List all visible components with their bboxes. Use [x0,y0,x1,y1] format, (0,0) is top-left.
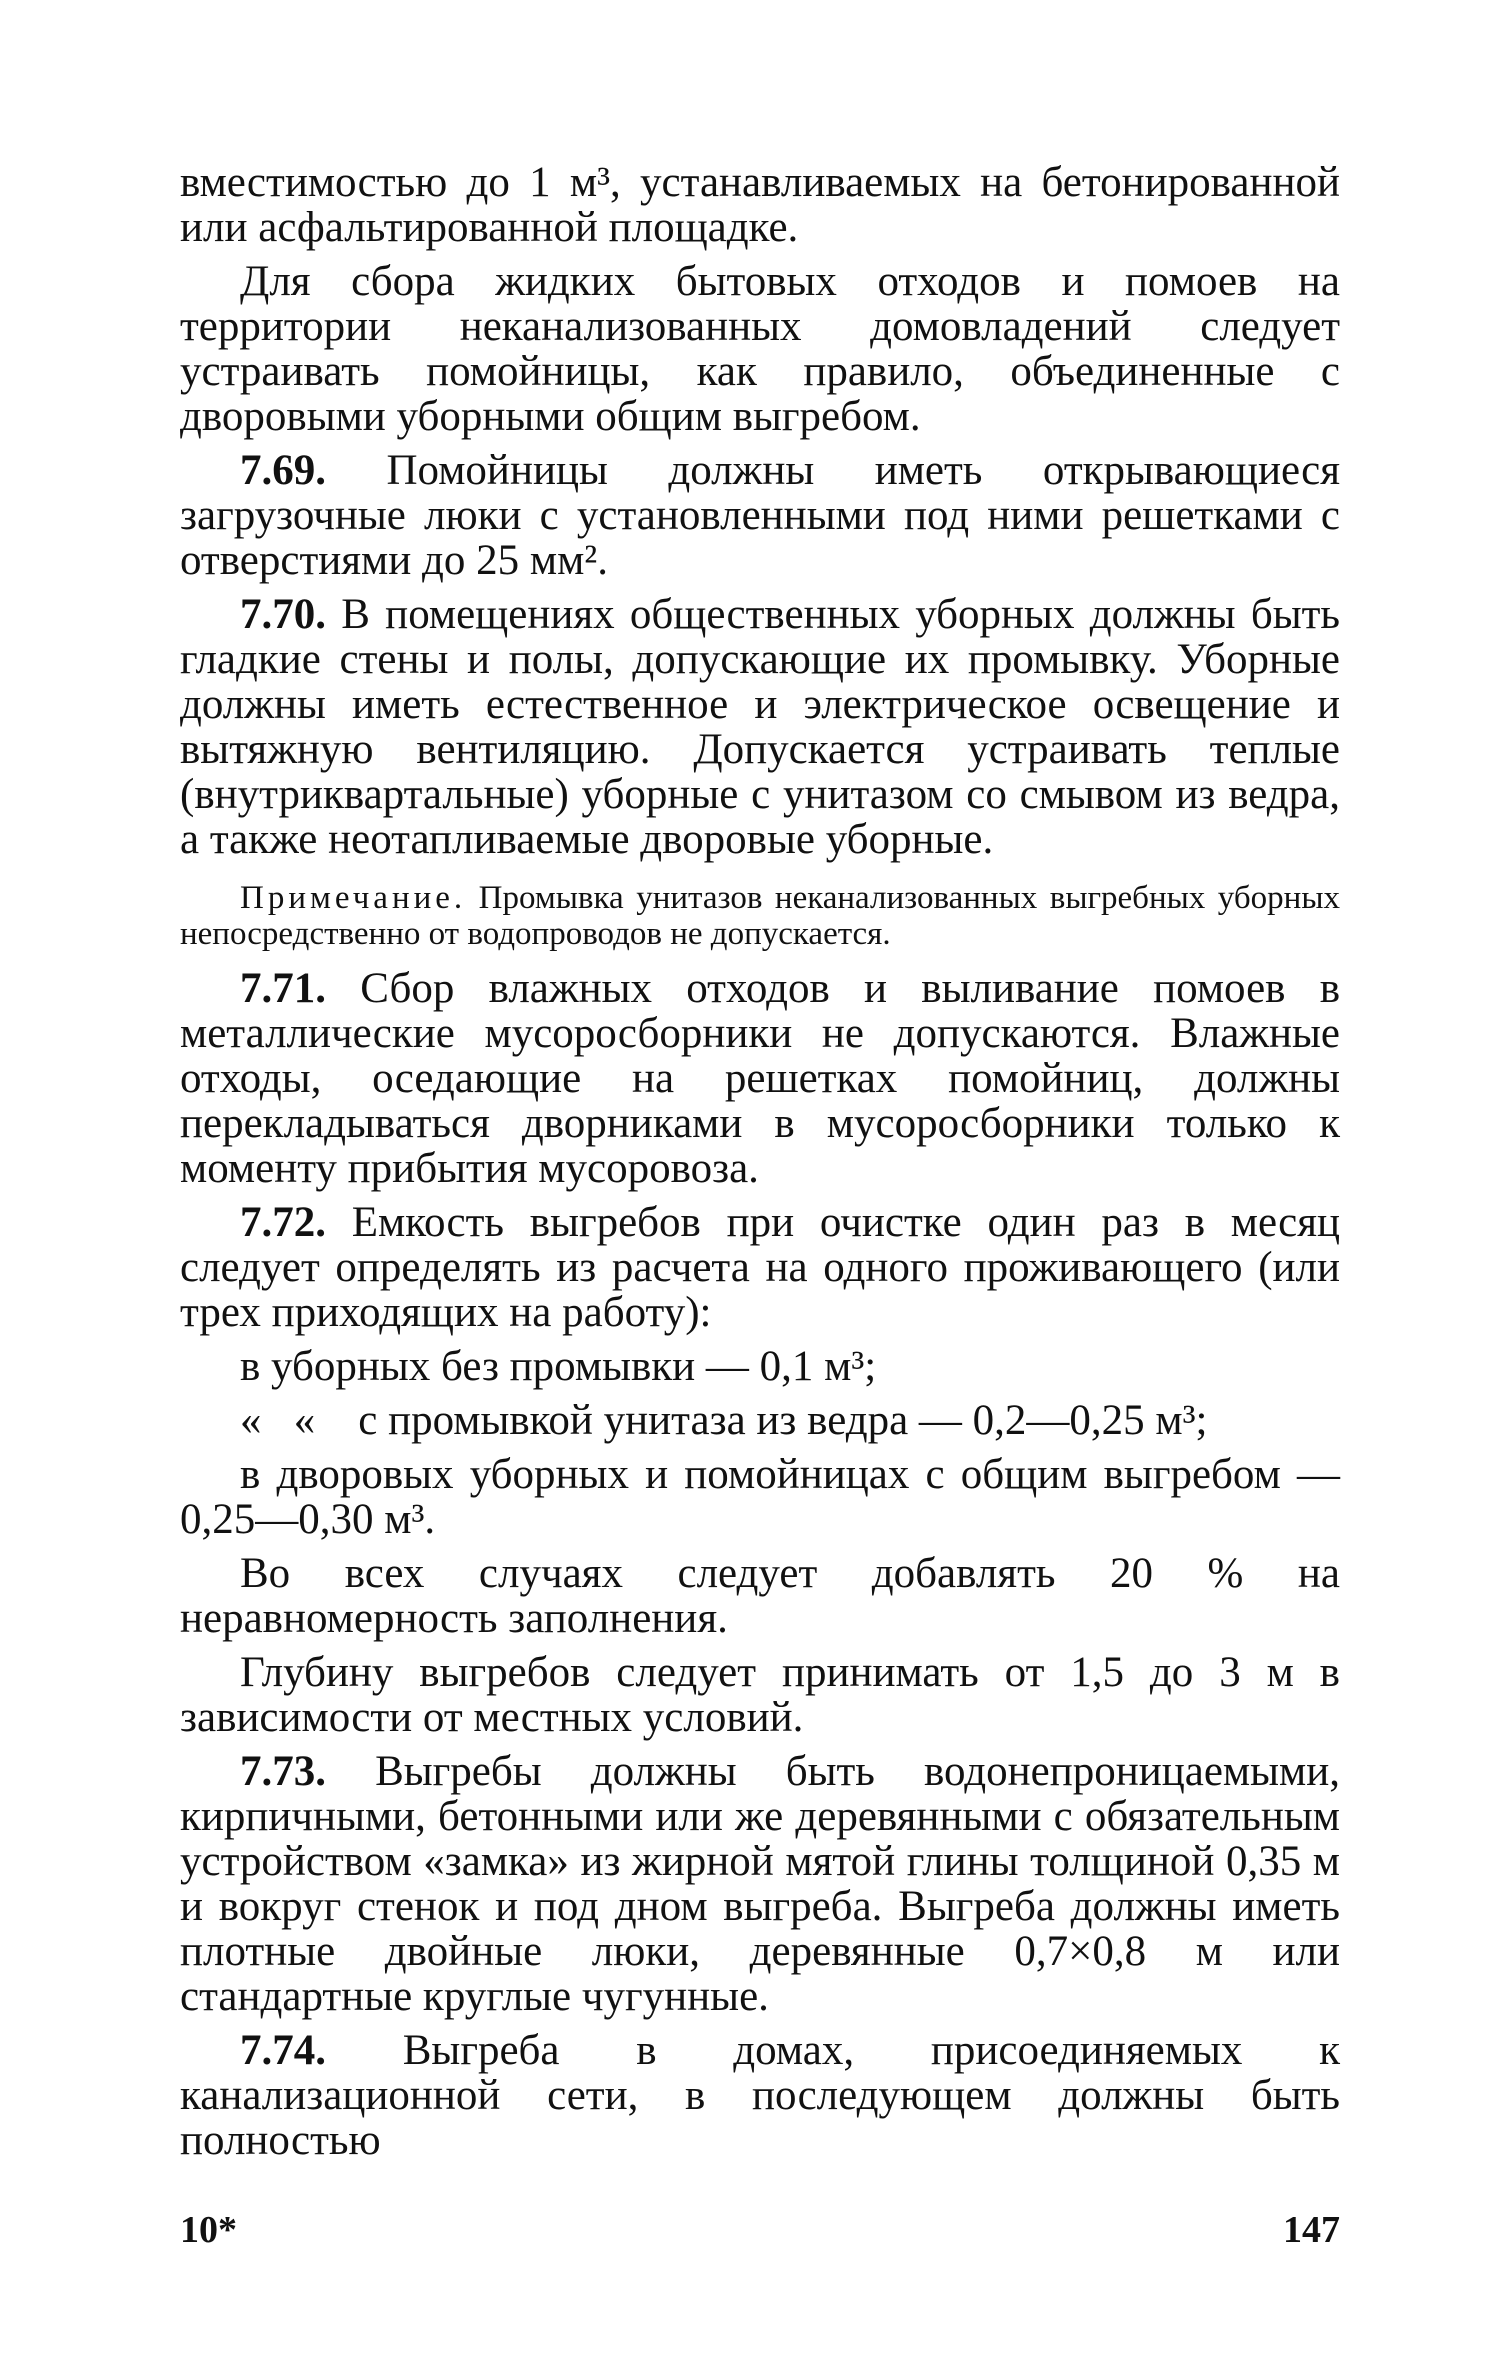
paragraph-text: вместимостью до 1 м³, устанавливаемых на бетонированной или асфальтированной площадке. [180,159,1340,251]
paragraph-text: Для сбора жидких бытовых отходов и помоев на территории неканализованных домовладений следует устраивать помойницы, как правило, объединенные с дворовыми уборными общим выгребом. [180,258,1340,440]
page-footer [180,2208,1340,2252]
clause-text: Выгребы должны быть водонепроницаемыми, кирпичными, бетонными или же деревянными с обязательным устройством «замка» из жирной мятой глины толщиной 0,35 м и вокруг стенок и под дном выгреба. Выгреба должны иметь плотные двойные люки, деревянные 0,7×0,8 м или стандартные круглые чугунные. [180,1748,1341,2020]
clause-number: 7.74. [240,2027,326,2074]
clause-text: Сбор влажных отходов и выливание помоев в металлические мусоросборники не допускаются. Влажные отходы, оседающие на решетках помойниц, должны перекладываться дворниками в мусоросборники только к моменту прибытия мусоровоза. [180,965,1341,1192]
clause-number: 7.73. [240,1748,326,1795]
paragraph [180,1551,1340,1641]
list-item [180,1344,1340,1389]
clause-text: Выгреба в домах, присоединяемых к канализационной сети, в последующем должны быть полностью [180,2027,1340,2164]
clause-7-73 [180,1749,1340,2019]
clause-number: 7.72. [240,1199,326,1246]
clause-text: В помещениях общественных уборных должны быть гладкие стены и полы, допускающие их промывку. Уборные должны иметь естественное и электрическое освещение и вытяжную вентиляцию. Допускается устраивать теплые (внутриквартальные) уборные с унитазом со смывом из ведра, а также неотапливаемые дворовые уборные. [180,591,1340,863]
paragraph-text: Глубину выгребов следует принимать от 1,5 до 3 м в зависимости от местных условий. [180,1649,1340,1741]
list-item-text: в уборных без промывки — 0,1 м³; [240,1343,877,1390]
list-item [180,1452,1340,1542]
clause-7-74 [180,2028,1340,2163]
main-text [180,160,1340,2172]
list-item-text: в дворовых уборных и помойницах с общим выгребом — 0,25—0,30 м³. [180,1451,1340,1543]
note-label: Примечание. [240,880,467,916]
note-text: Промывка унитазов неканализованных выгребных уборных непосредственно от водопроводов не допускается. [180,880,1340,952]
ditto-marks: « « [240,1397,316,1444]
page-number: 147 [1283,2209,1340,2251]
clause-7-69 [180,448,1340,583]
clause-number: 7.70. [240,591,326,638]
signature-mark: 10* [180,2209,237,2251]
clause-number: 7.71. [240,965,326,1012]
list-item [180,1398,1340,1443]
clause-7-72 [180,1200,1340,1335]
paragraph [180,259,1340,439]
clause-7-70 [180,592,1340,862]
clause-text: Помойницы должны иметь открывающиеся загрузочные люки с установленными под ними решетками с отверстиями до 25 мм². [180,447,1340,584]
list-item-text: с промывкой унитаза из ведра — 0,2—0,25 м³; [358,1397,1208,1444]
paragraph-continuation [180,160,1340,250]
clause-7-71 [180,966,1340,1191]
clause-text: Емкость выгребов при очистке один раз в месяц следует определять из расчета на одного проживающего (или трех приходящих на работу): [180,1199,1341,1336]
note [180,880,1340,952]
paragraph-text: Во всех случаях следует добавлять 20 % на неравномерность заполнения. [180,1550,1340,1642]
clause-number: 7.69. [240,447,326,494]
paragraph [180,1650,1340,1740]
